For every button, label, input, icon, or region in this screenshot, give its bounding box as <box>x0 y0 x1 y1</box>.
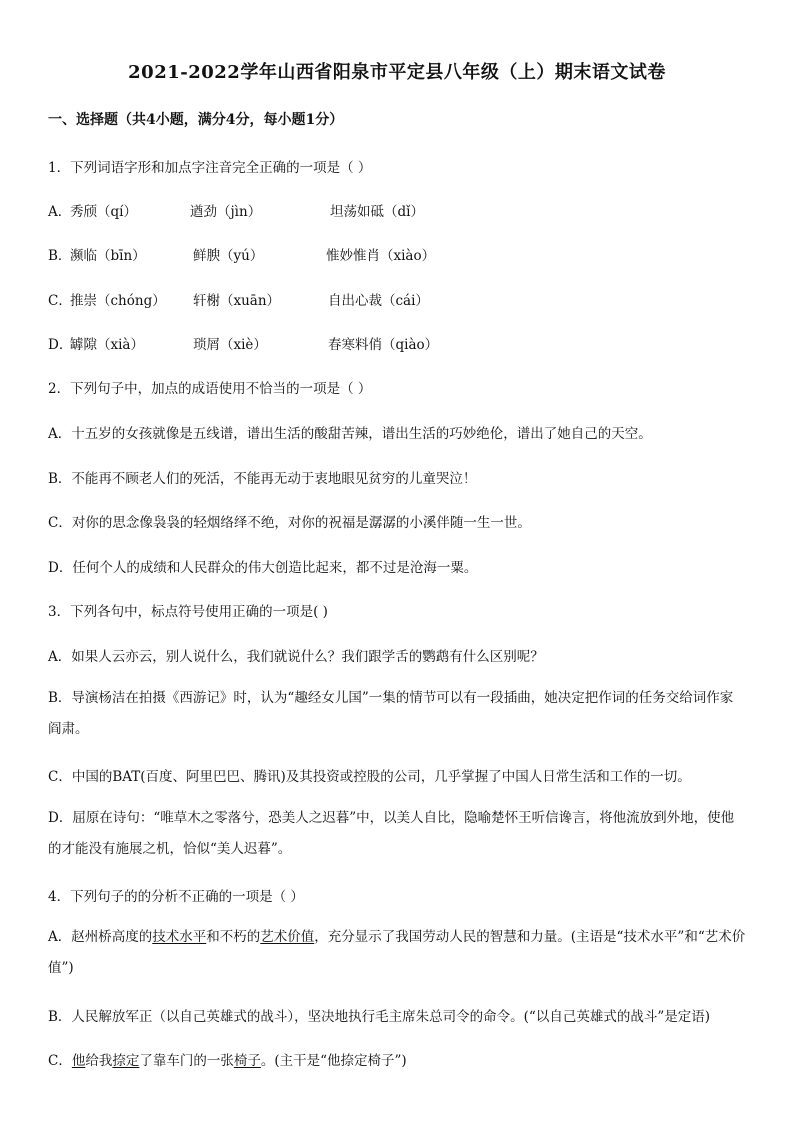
text-segment: 了靠车门的一张 <box>139 1053 234 1069</box>
question-4-option-b[interactable]: B．人民解放军正（以自己英雄式的战斗），坚决地执行毛主席朱总司令的命令。(“以自己英雄式的战斗”是定语) <box>48 1009 711 1025</box>
option-word-2: 轩榭（xuān） <box>193 293 281 309</box>
question-2-option-a[interactable]: A．十五岁的女孩就像是五线谱，谱出生活的酸甜苦辣，谱出生活的巧妙绝伦，谱出了她自己的天空。 <box>48 426 652 442</box>
text-segment: 。(主干是“他捺定椅子”) <box>260 1053 407 1069</box>
question-1-option-d[interactable] <box>48 333 748 353</box>
text-segment: C． <box>48 1053 72 1069</box>
question-3-option-a[interactable]: A．如果人云亦云，别人说什么，我们就说什么？我们跟学舌的鹦鹉有什么区别呢？ <box>48 649 544 665</box>
underlined-term: 技术水平 <box>152 929 207 945</box>
question-4-option-a[interactable] <box>48 922 746 984</box>
underlined-term: 捺定 <box>112 1053 140 1069</box>
question-3-option-d[interactable]: D．屈原在诗句：“唯草木之零落兮，恐美人之迟暮”中，以美人自比，隐喻楚怀王听信谗言，将他流放到外地，使他的才能没有施展之机，恰似“美人迟暮”。 <box>48 810 735 857</box>
option-word-1: 濒临（bīn） <box>70 248 146 264</box>
question-3-option-b[interactable]: B．导演杨洁在拍摄《西游记》时，认为“趣经女儿国”一集的情节可以有一段插曲，她决定把作词的任务交给词作家阎肃。 <box>48 690 734 737</box>
underlined-term: 椅子 <box>233 1053 261 1069</box>
text-segment: 和不朽的 <box>206 929 261 945</box>
question-4-option-c[interactable] <box>48 1049 407 1069</box>
option-letter: D． <box>48 337 73 353</box>
option-word-3: 春寒料俏（qiào） <box>328 337 439 353</box>
question-2-option-d[interactable]: D．任何个人的成绩和人民群众的伟大创造比起来，都不过是沧海一粟。 <box>48 560 478 576</box>
page-title: 2021-2022学年山西省阳泉市平定县八年级（上）期末语文试卷 <box>128 62 666 83</box>
option-word-3: 自出心裁（cái） <box>328 293 429 309</box>
option-word-1: 罅隙（xià） <box>70 337 144 353</box>
option-letter: B． <box>48 248 72 264</box>
option-letter: C． <box>48 293 72 309</box>
option-word-2: 遒劲（jìn） <box>190 204 262 220</box>
question-1-option-c[interactable] <box>48 289 748 309</box>
option-word-3: 惟妙惟肖（xiào） <box>326 248 436 264</box>
text-segment: 给我 <box>85 1053 113 1069</box>
option-word-2: 鲜腴（yú） <box>193 248 264 264</box>
question-1-option-a[interactable] <box>48 200 748 220</box>
section-heading: 一、选择题（共4小题，满分4分，每小题1分） <box>48 112 344 128</box>
option-word-1: 秀颀（qí） <box>70 204 137 220</box>
underlined-term: 他 <box>71 1053 86 1069</box>
question-4-stem: 4．下列句子的的分析不正确的一项是（ ） <box>48 889 304 905</box>
option-word-3: 坦荡如砥（dǐ） <box>330 204 424 220</box>
option-letter: A． <box>48 204 72 220</box>
question-2-stem: 2．下列句子中，加点的成语使用不恰当的一项是（ ） <box>48 381 372 397</box>
question-3-option-c[interactable]: C．中国的BAT(百度、阿里巴巴、腾讯)及其投资或控股的公司，几乎掌握了中国人日常生活和工作的一切。 <box>48 769 691 785</box>
text-segment: A．赵州桥高度的 <box>48 929 153 945</box>
text-segment: ，充分显示了我国劳动人民的智慧和力量。(主语是“技术水平”和“艺术价值”) <box>48 929 746 976</box>
option-word-1: 推崇（chóng） <box>70 293 166 309</box>
underlined-term: 艺术价值 <box>260 929 315 945</box>
question-2-option-b[interactable]: B．不能再不顾老人们的死活，不能再无动于衷地眼见贫穷的儿童哭泣！ <box>48 471 477 487</box>
option-word-2: 琐屑（xiè） <box>193 337 267 353</box>
question-1-option-b[interactable] <box>48 244 748 264</box>
question-2-option-c[interactable]: C．对你的思念像袅袅的轻烟络绎不绝，对你的祝福是潺潺的小溪伴随一生一世。 <box>48 515 531 531</box>
question-1-stem: 1．下列词语字形和加点字注音完全正确的一项是（ ） <box>48 160 372 176</box>
question-3-stem: 3．下列各句中，标点符号使用正确的一项是( ) <box>48 604 328 620</box>
